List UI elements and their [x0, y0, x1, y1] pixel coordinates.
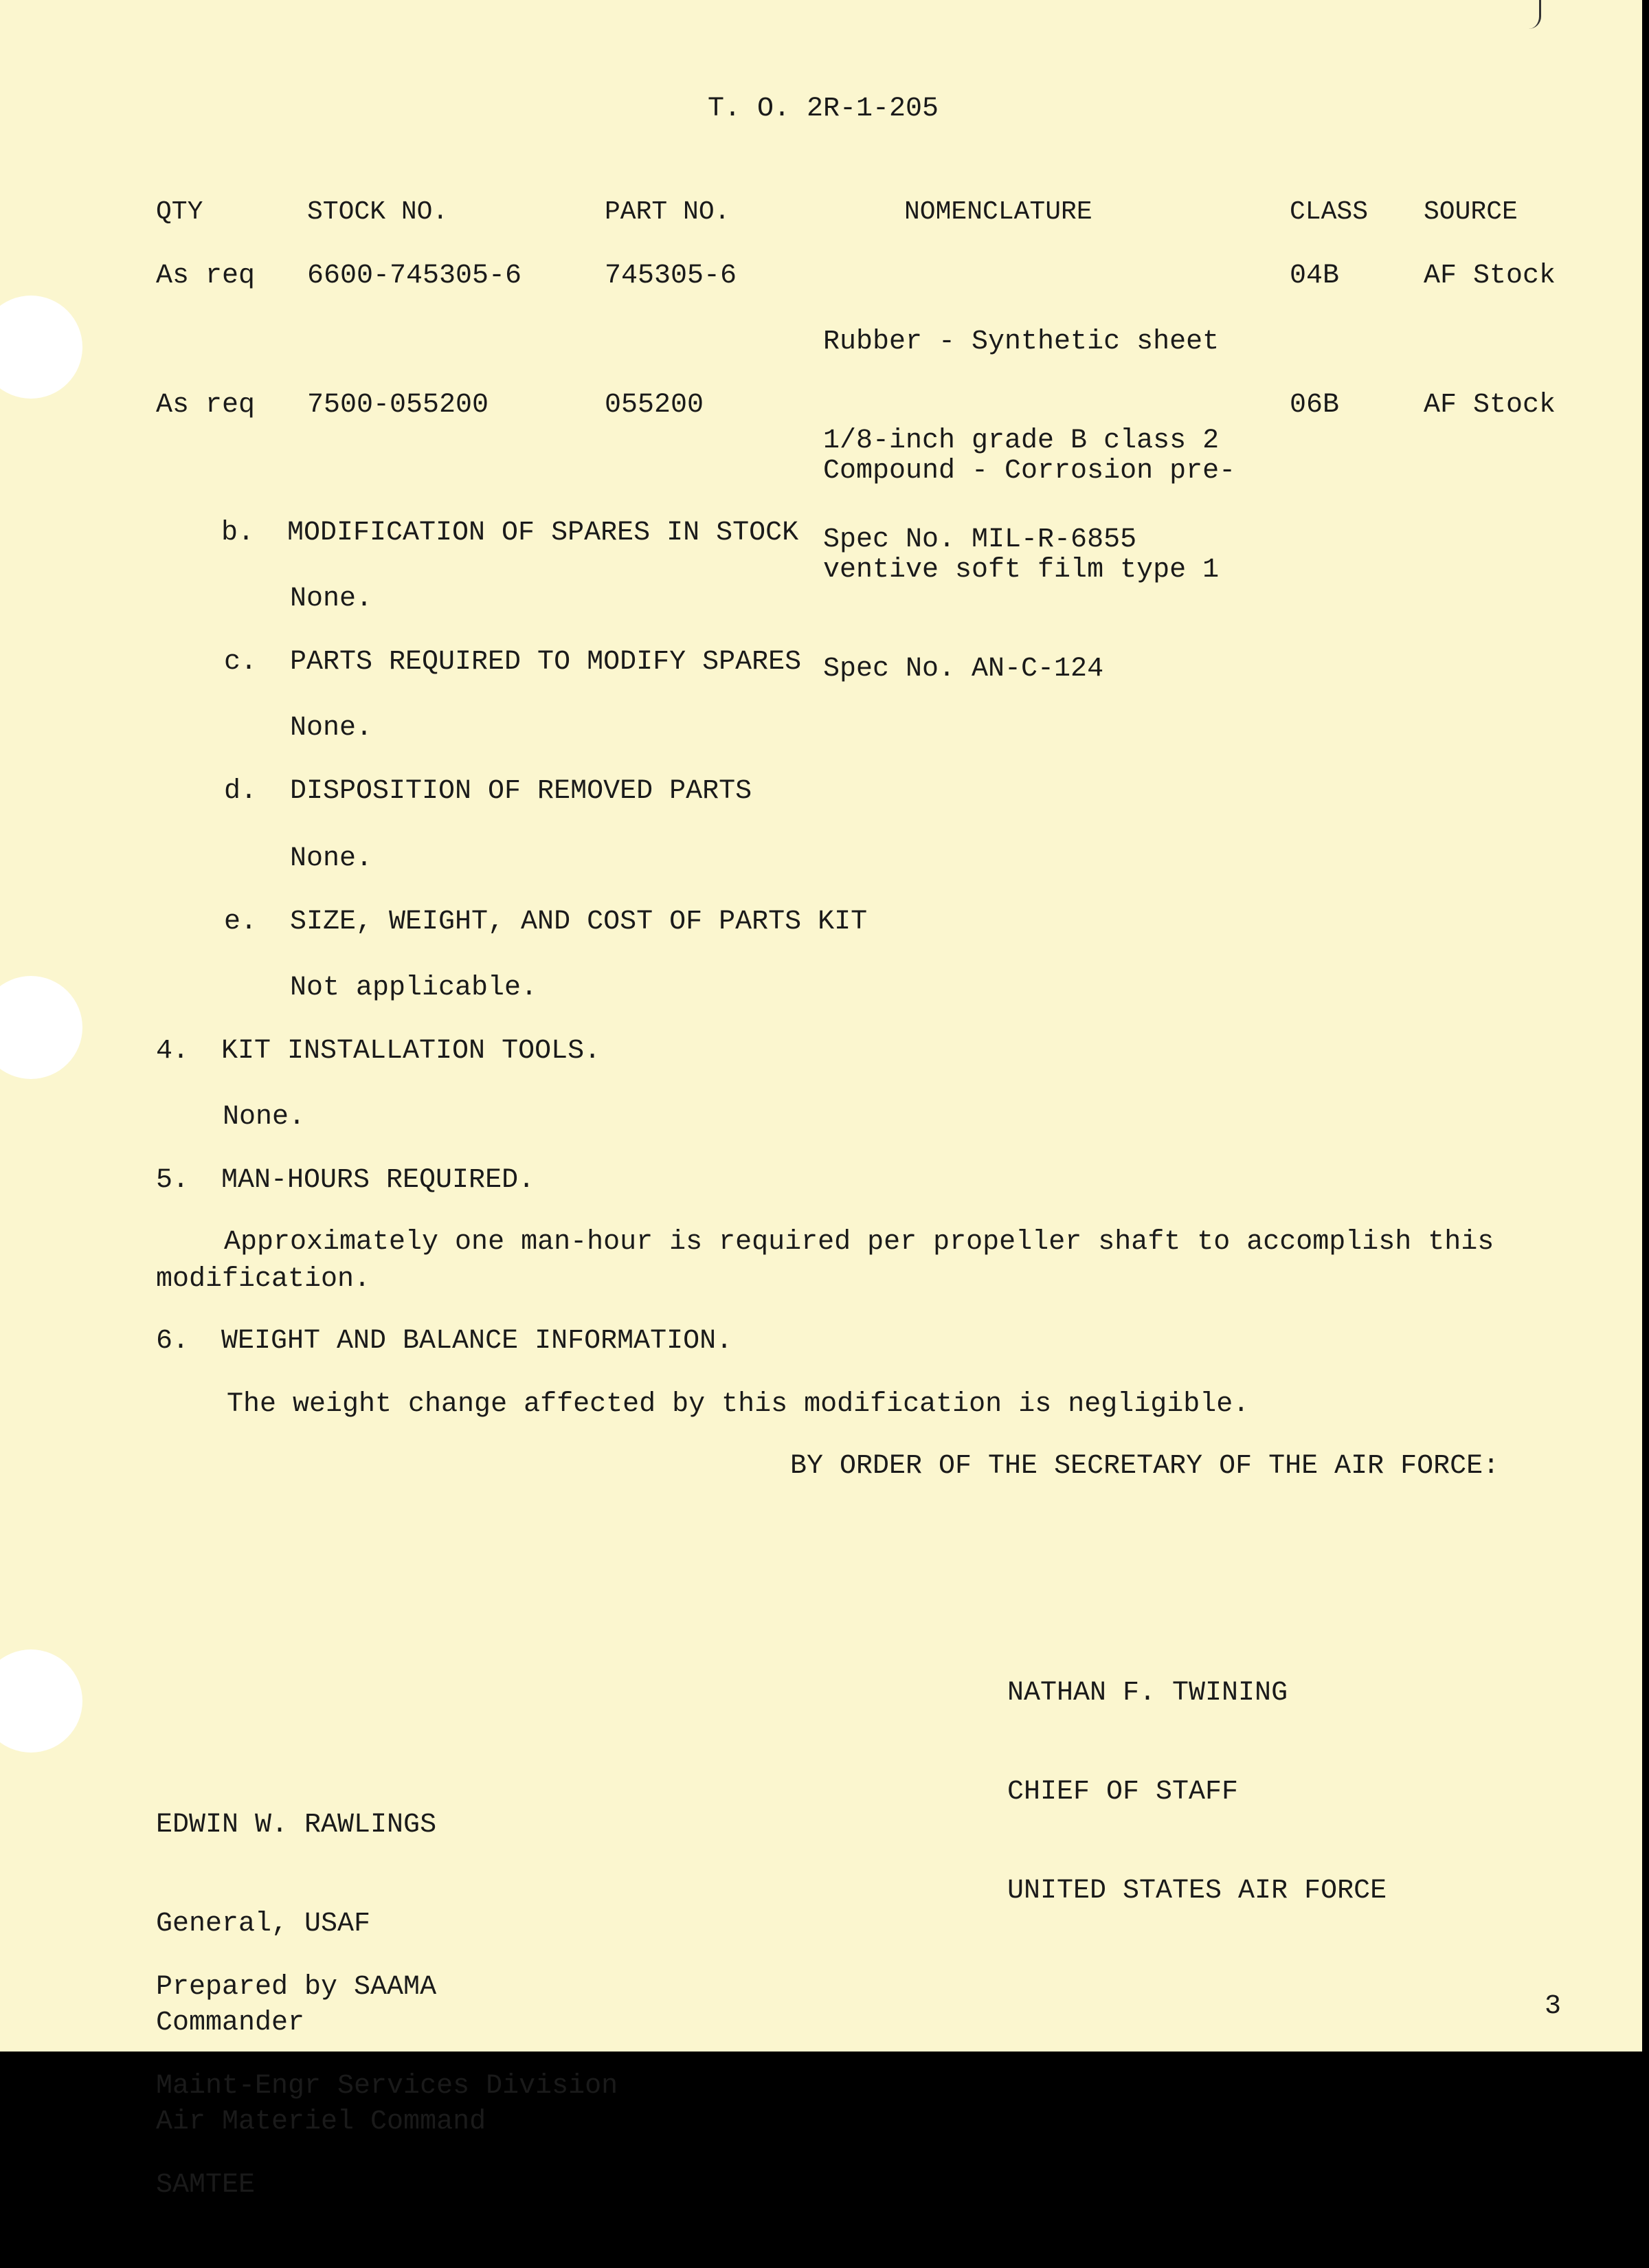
signatory-title: CHIEF OF STAFF — [1007, 1777, 1239, 1808]
section-body: modification. — [156, 1264, 371, 1295]
signatory-org: UNITED STATES AIR FORCE — [1007, 1876, 1387, 1906]
prepared-by-line: Prepared by SAAMA — [156, 1972, 437, 2003]
subsection-body: None. — [290, 583, 373, 614]
nomenclature-line: Spec No. MIL-R-6855 — [823, 524, 1137, 555]
cell-stock-no: 7500-055200 — [307, 390, 489, 421]
section-body: Approximately one man-hour is required per propeller shaft to accomplish this — [224, 1227, 1494, 1258]
header-part-no: PART NO. — [605, 197, 730, 227]
subsection-letter: e. — [224, 907, 258, 937]
prepared-by-block — [156, 1905, 618, 2268]
section-heading: WEIGHT AND BALANCE INFORMATION. — [221, 1326, 733, 1357]
section-body: None. — [223, 1102, 306, 1133]
cell-nomenclature — [823, 389, 1235, 752]
section-number: 6. — [156, 1326, 190, 1357]
section-number: 5. — [156, 1165, 190, 1196]
section-number: 4. — [156, 1036, 190, 1067]
subsection-letter: b. — [221, 518, 255, 548]
section-heading: MAN-HOURS REQUIRED. — [221, 1165, 535, 1196]
cell-qty: As req — [156, 390, 256, 421]
cell-class: 06B — [1290, 390, 1340, 421]
official-name: EDWIN W. RAWLINGS — [156, 1810, 437, 1841]
cell-source: AF Stock — [1424, 260, 1556, 291]
punch-hole — [0, 1649, 82, 1753]
signatory-name: NATHAN F. TWINING — [1007, 1678, 1288, 1709]
cell-qty: As req — [156, 260, 256, 291]
header-class: CLASS — [1290, 197, 1369, 227]
nomenclature-line: Rubber - Synthetic sheet — [823, 326, 1220, 357]
prepared-by-line: SAMTEE — [156, 2170, 256, 2201]
subsection-body: Not applicable. — [290, 972, 538, 1003]
header-nomenclature: NOMENCLATURE — [904, 197, 1092, 227]
nomenclature-line: ventive soft film type 1 — [823, 555, 1220, 586]
subsection-heading: MODIFICATION OF SPARES IN STOCK — [287, 518, 799, 548]
section-body: The weight change affected by this modification is negligible. — [227, 1389, 1250, 1420]
cell-source: AF Stock — [1424, 390, 1556, 421]
page-number: 3 — [1545, 1991, 1562, 2022]
cell-part-no: 055200 — [605, 390, 704, 421]
pencil-mark-icon — [1525, 0, 1541, 29]
cell-class: 04B — [1290, 260, 1340, 291]
punch-hole — [0, 976, 82, 1079]
subsection-heading: DISPOSITION OF REMOVED PARTS — [290, 776, 752, 807]
cell-stock-no: 6600-745305-6 — [307, 260, 522, 291]
subsection-body: None. — [290, 843, 373, 874]
official-org: Air Materiel Command — [156, 2106, 486, 2137]
nomenclature-line: 1/8-inch grade B class 2 — [823, 425, 1220, 456]
header-source: SOURCE — [1424, 197, 1518, 227]
prepared-by-line: Maint-Engr Services Division — [156, 2071, 618, 2102]
subsection-body: None. — [290, 713, 373, 744]
header-qty: QTY — [156, 197, 203, 227]
nomenclature-line: Spec No. AN-C-124 — [823, 654, 1104, 685]
cell-part-no: 745305-6 — [605, 260, 737, 291]
subsection-letter: d. — [224, 776, 258, 807]
subsection-letter: c. — [224, 647, 258, 678]
official-title: Commander — [156, 2008, 305, 2038]
section-heading: KIT INSTALLATION TOOLS. — [221, 1036, 601, 1067]
official-rank: General, USAF — [156, 1909, 371, 1939]
punch-hole — [0, 296, 82, 399]
subsection-heading: SIZE, WEIGHT, AND COST OF PARTS KIT — [290, 907, 868, 937]
order-line: BY ORDER OF THE SECRETARY OF THE AIR FORCE: — [790, 1451, 1500, 1482]
nomenclature-line: Compound - Corrosion pre- — [823, 456, 1236, 487]
subsection-heading: PARTS REQUIRED TO MODIFY SPARES — [290, 647, 802, 678]
header-stock-no: STOCK NO. — [307, 197, 449, 227]
document-title: T. O. 2R-1-205 — [708, 93, 939, 124]
signatory-block — [1007, 1611, 1387, 1974]
